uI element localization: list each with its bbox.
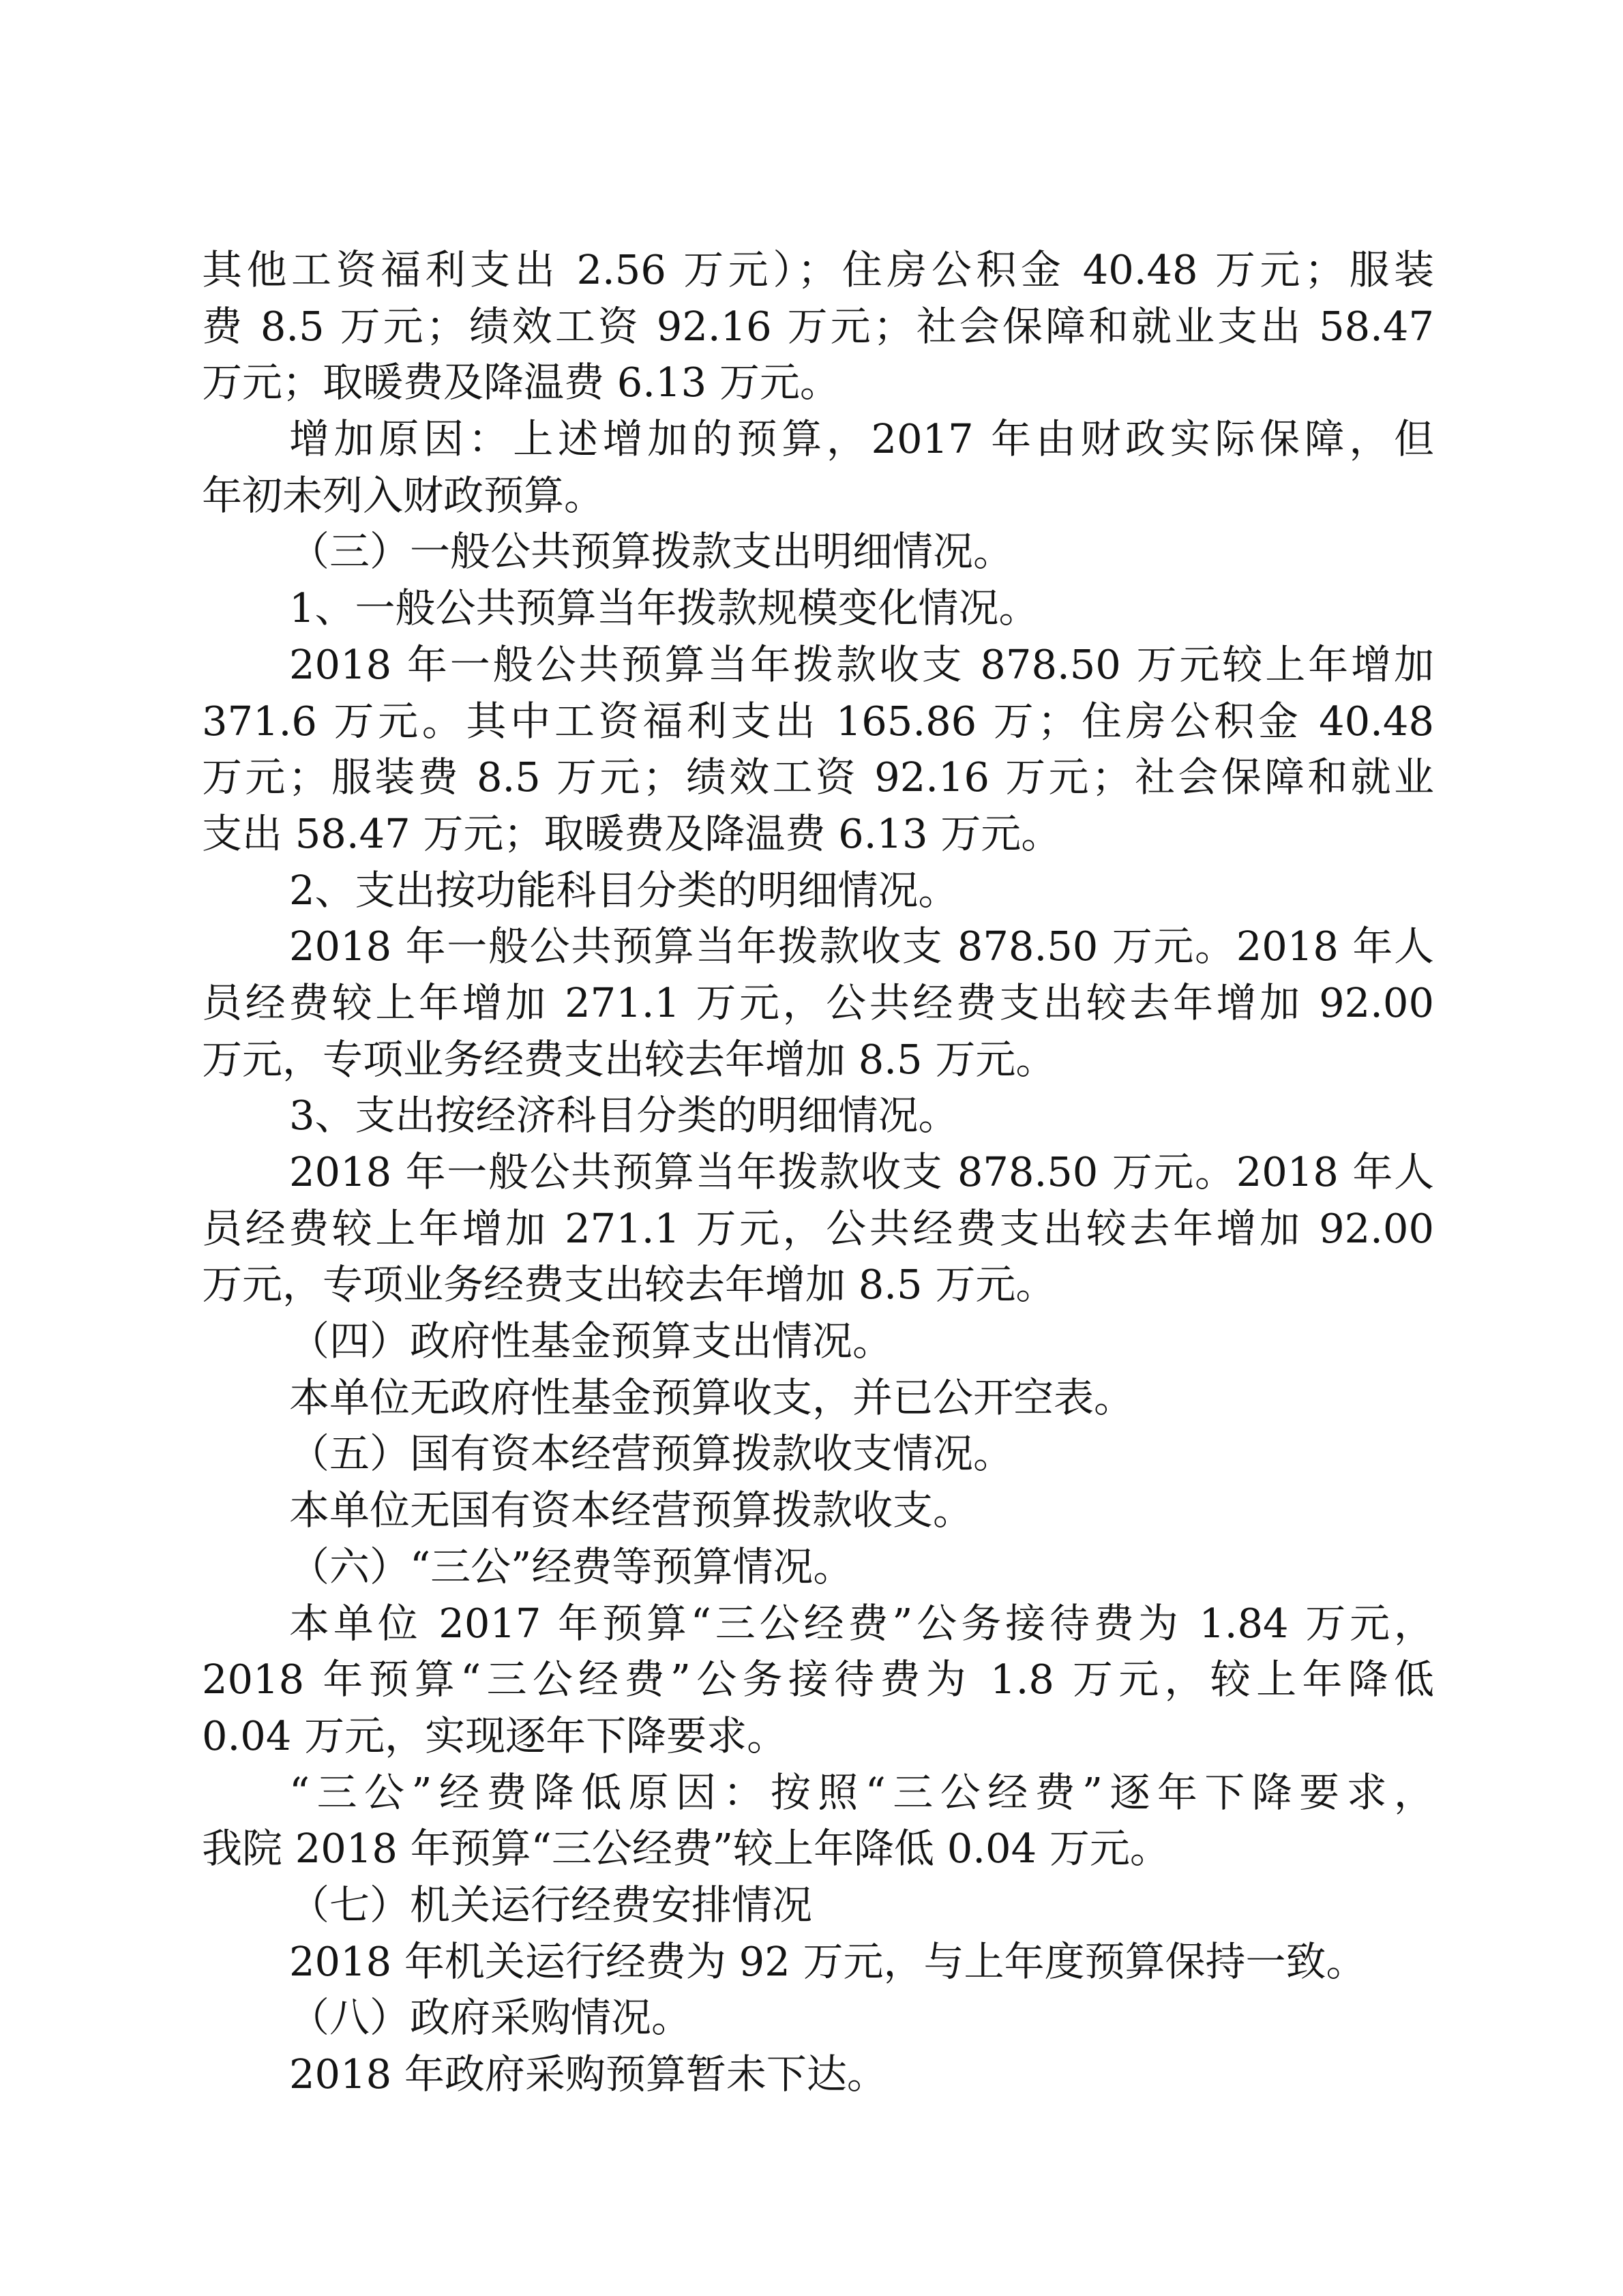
section-heading-8 (202, 1990, 1434, 2046)
heading-line: （四）政府性基金预算支出情况。 (289, 1317, 893, 1365)
paragraph-fund-budget (202, 1370, 1434, 1427)
text-line: 2018 年一般公共预算当年拨款收支 878.50 万元。2018 年人 (289, 923, 1434, 970)
paragraph-three-public (202, 1596, 1434, 1765)
text-line: 2018 年政府采购预算暂未下达。 (289, 2051, 887, 2098)
section-heading-3 (202, 524, 1434, 580)
text-line: 增加原因：上述增加的预算，2017 年由财政实际保障，但 (289, 415, 1434, 463)
heading-line: （五）国有资本经营预算拨款收支情况。 (289, 1430, 1014, 1478)
heading-line: （八）政府采购情况。 (289, 1994, 692, 2042)
text-line: 本单位无国有资本经营预算拨款收支。 (289, 1487, 974, 1534)
subheading-2 (202, 863, 1434, 919)
heading-line: 3、支出按经济科目分类的明细情况。 (289, 1092, 959, 1139)
text-line: 本单位 2017 年预算“三公经费”公务接待费为 1.84 万元， (289, 1599, 1434, 1647)
text-line: 2018 年一般公共预算当年拨款收支 878.50 万元。2018 年人 (289, 1148, 1434, 1195)
text-line: 我院 2018 年预算“三公经费”较上年降低 0.04 万元。 (202, 1825, 1170, 1873)
text-line: 员经费较上年增加 271.1 万元，公共经费支出较去年增加 92.00 (202, 979, 1434, 1026)
heading-line: 2、支出按功能科目分类的明细情况。 (289, 866, 959, 914)
heading-line: 1、一般公共预算当年拨款规模变化情况。 (289, 584, 1039, 632)
subheading-1 (202, 580, 1434, 637)
paragraph-scale-change (202, 637, 1434, 863)
text-line: 万元；服装费 8.5 万元；绩效工资 92.16 万元；社会保障和就业 (202, 754, 1434, 801)
text-line: 0.04 万元，实现逐年下降要求。 (202, 1712, 788, 1759)
text-line: 万元，专项业务经费支出较去年增加 8.5 万元。 (202, 1261, 1056, 1309)
paragraph-operating-costs (202, 1934, 1434, 1991)
text-line: 万元，专项业务经费支出较去年增加 8.5 万元。 (202, 1035, 1056, 1083)
paragraph-continued (202, 242, 1434, 411)
paragraph-economic-details (202, 1144, 1434, 1313)
text-line: 2018 年机关运行经费为 92 万元，与上年度预算保持一致。 (289, 1937, 1367, 1985)
text-line: 其他工资福利支出 2.56 万元）；住房公积金 40.48 万元；服装 (202, 246, 1434, 293)
subheading-3 (202, 1088, 1434, 1144)
text-line: 年初未列入财政预算。 (202, 471, 605, 519)
section-heading-4 (202, 1313, 1434, 1370)
paragraph-function-details (202, 919, 1434, 1088)
paragraph-procurement (202, 2046, 1434, 2103)
text-line: 万元；取暖费及降温费 6.13 万元。 (202, 359, 840, 406)
section-heading-7 (202, 1877, 1434, 1934)
paragraph-state-capital (202, 1482, 1434, 1539)
heading-line: （六）“三公”经费等预算情况。 (289, 1542, 854, 1590)
text-line: 2018 年预算“三公经费”公务接待费为 1.8 万元，较上年降低 (202, 1656, 1434, 1703)
text-line: 费 8.5 万元；绩效工资 92.16 万元；社会保障和就业支出 58.47 (202, 302, 1434, 350)
section-heading-5 (202, 1426, 1434, 1482)
heading-line: （三）一般公共预算拨款支出明细情况。 (289, 528, 1014, 576)
text-line: 2018 年一般公共预算当年拨款收支 878.50 万元较上年增加 (289, 640, 1434, 688)
text-line: 371.6 万元。其中工资福利支出 165.86 万；住房公积金 40.48 (202, 697, 1434, 745)
paragraph-increase-reason (202, 411, 1434, 524)
text-line: “三公”经费降低原因：按照“三公经费”逐年下降要求， (289, 1768, 1434, 1816)
text-line: 支出 58.47 万元；取暖费及降温费 6.13 万元。 (202, 809, 1062, 857)
heading-line: （七）机关运行经费安排情况 (289, 1881, 813, 1928)
text-line: 本单位无政府性基金预算收支，并已公开空表。 (289, 1373, 1135, 1421)
paragraph-reduction-reason (202, 1765, 1434, 1877)
text-line: 员经费较上年增加 271.1 万元，公共经费支出较去年增加 92.00 (202, 1204, 1434, 1252)
body-text (202, 242, 1434, 2103)
section-heading-6 (202, 1539, 1434, 1596)
